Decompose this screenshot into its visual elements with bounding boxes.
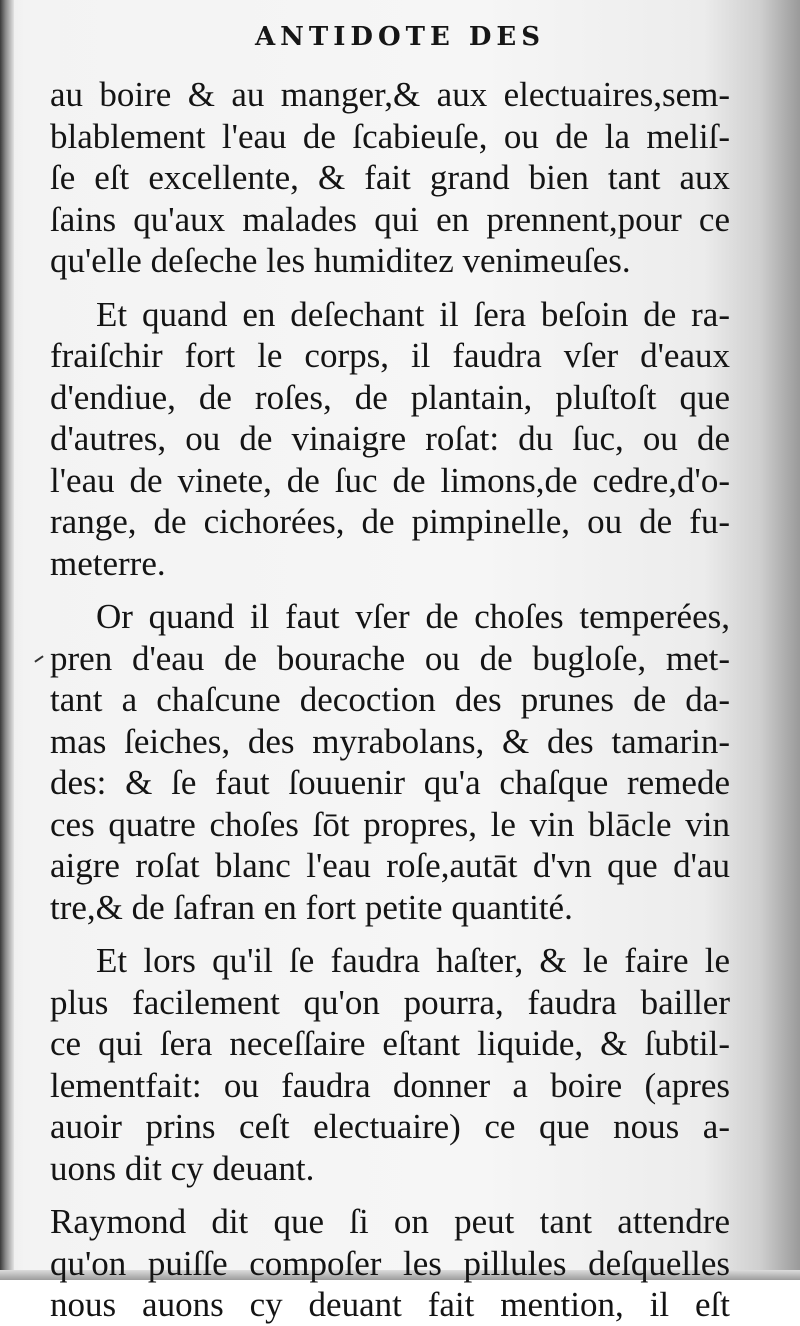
text-line: ces quatre choſes ſōt propres, le vin blācle vin [50,804,730,844]
text-line: qu'on puiſſe compoſer les pillules deſquelles [50,1243,730,1283]
paragraph-gap [50,282,730,294]
text-line: ce qui ſera neceſſaire eſtant liquide, & ſubtil- [50,1024,730,1063]
text-line: Et lors qu'il ſe faudra haſter, & le faire le [96,941,730,980]
binding-shadow [0,0,14,1280]
text-line: tant a chaſcune decoction des prunes de da- [50,680,730,719]
text-line: qu'elle deſeche les humiditez venimeuſes. [50,241,631,280]
text-line: lementfait: ou faudra donner a boire (apres [50,1065,730,1105]
text-line: range, de cichorées, de pimpinelle, ou de fu- [50,502,730,541]
margin-mark [34,655,43,662]
text-line: blablement l'eau de ſcabieuſe, ou de la meliſ- [50,116,730,156]
text-line: d'endiue, de roſes, de plantain, pluſtoſt que [50,377,730,417]
text-line: meterre. [50,543,166,583]
text-line: nous auons cy deuant fait mention, il eſt [50,1285,730,1324]
body-text [50,74,730,1326]
text-line: tre,& de ſafran en fort petite quantité. [50,887,573,927]
text-line: d'autres, ou de vinaigre roſat: du ſuc, ou de [50,419,730,458]
paragraph-gap [50,928,730,940]
text-line: Raymond dit que ſi on peut tant attendre [50,1202,730,1241]
text-line: ſe eſt excellente, & fait grand bien tant aux [50,158,730,197]
text-line: pren d'eau de bourache ou de bugloſe, met- [50,638,730,678]
text-line: aigre roſat blanc l'eau roſe,autāt d'vn que d'au [50,846,730,885]
text-line: ſains qu'aux malades qui en prennent,pour ce [50,199,730,239]
text-line: fraiſchir fort le corps, il faudra vſer d'eaux [50,336,730,375]
text-line: mas ſeiches, des myrabolans, & des tamarin- [50,721,730,761]
text-line: au boire & au manger,& aux electuaires,sem- [50,75,730,114]
text-line: l'eau de vinete, de ſuc de limons,de cedre,d'o- [50,460,730,500]
text-line: Or quand il faut vſer de choſes temperées, [96,597,730,636]
text-line: auoir prins ceſt electuaire) ce que nous a- [50,1107,730,1146]
paragraph-gap [50,1189,730,1201]
text-line: uons dit cy deuant. [50,1148,315,1188]
paragraph-gap [50,584,730,596]
text-line: plus facilement qu'on pourra, faudra bailler [50,982,730,1022]
text-line: des: & ſe faut ſouuenir qu'a chaſque remede [50,763,730,802]
text-line: Et quand en deſechant il ſera beſoin de ra- [96,294,730,334]
running-head: ANTIDOTE DES [254,22,545,52]
